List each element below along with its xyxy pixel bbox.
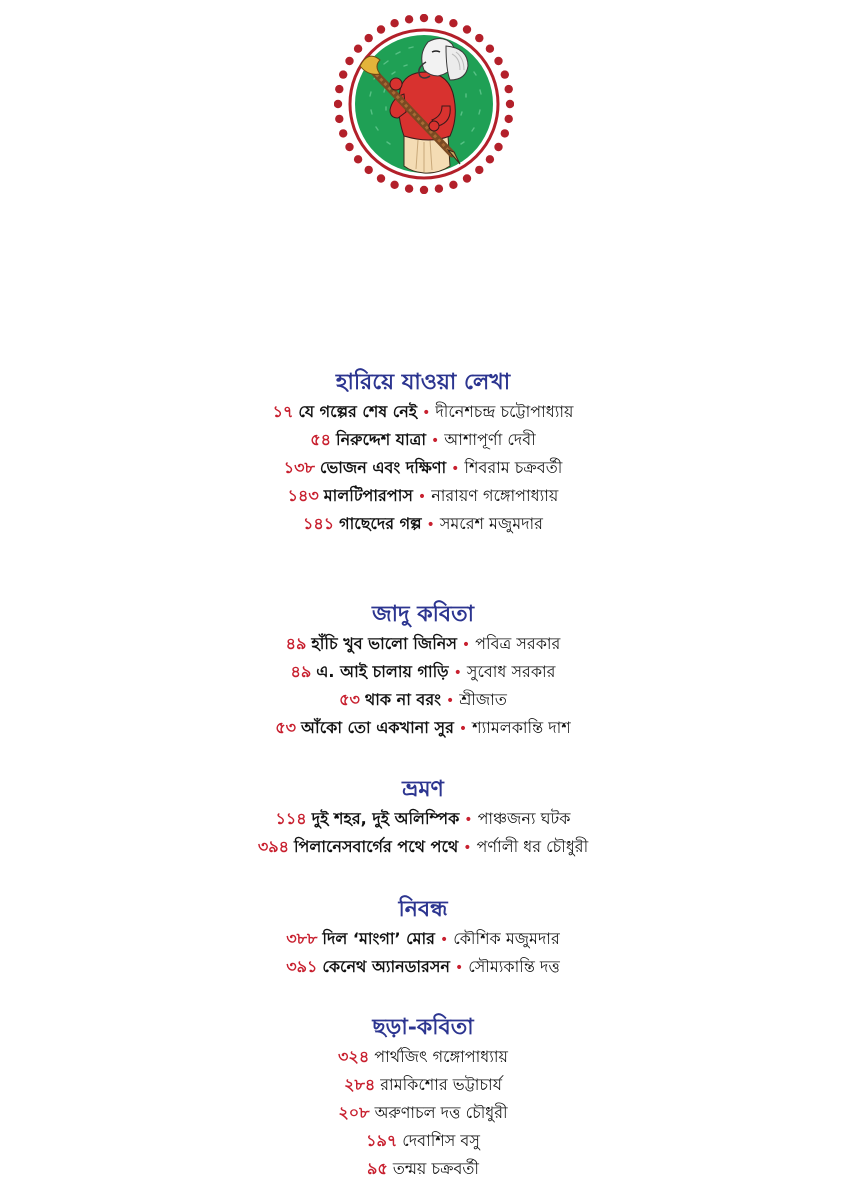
entry-author: পার্থজিৎ গঙ্গোপাধ্যায় <box>374 1047 508 1066</box>
page-number: ১৪৩ <box>287 486 319 505</box>
entry-author: দেবাশিস বসু <box>402 1131 480 1150</box>
page-number: ৩২৪ <box>338 1047 370 1066</box>
entry-author: শ্রীজাত <box>459 690 507 709</box>
page-number: ৩৯১ <box>286 957 318 976</box>
page-number: ৫৩ <box>339 690 360 709</box>
bullet-icon: • <box>422 405 431 421</box>
entry-title: দিল ‘মাংগা’ মোর <box>322 929 435 948</box>
entry-author: সৌম্যকান্তি দত্ত <box>468 957 560 976</box>
page-number: ৪৯ <box>290 662 312 681</box>
entry-title: নিরুদ্দেশ যাত্রা <box>336 430 427 449</box>
entry-author: আশাপূর্ণা দেবী <box>444 430 536 449</box>
page-number: ২৮৪ <box>344 1075 376 1094</box>
entry-title: পিলানেসবার্গের পথে পথে <box>293 837 459 856</box>
entry-title: মালটিপারপাস <box>323 486 413 505</box>
toc-entry[interactable] <box>0 925 846 953</box>
entry-author: কৌশিক মজুমদার <box>453 929 560 948</box>
entry-title: গাছেদের গল্প <box>339 514 422 533</box>
toc-entry[interactable] <box>0 630 846 658</box>
toc-section-harie-jaoa-lekha <box>0 368 846 538</box>
toc-entry[interactable] <box>0 482 846 510</box>
toc-section-jadu-kobita <box>0 600 846 742</box>
entry-author: সমরেশ মজুমদার <box>439 514 543 533</box>
entry-title: থাক না বরং <box>364 690 442 709</box>
entry-author: পাঞ্চজন্য ঘটক <box>477 809 571 828</box>
bullet-icon: • <box>464 812 473 828</box>
toc-entry[interactable] <box>0 510 846 538</box>
toc-section-nibondho <box>0 895 846 981</box>
bullet-icon: • <box>439 932 449 948</box>
toc-section-chhora-kobita <box>0 1013 846 1183</box>
entry-author: অরুণাচল দত্ত চৌধুরী <box>374 1103 508 1122</box>
toc-section-bhromon <box>0 775 846 861</box>
entry-title: হাঁচি খুব ভালো জিনিস <box>311 634 457 653</box>
toc-entry[interactable] <box>0 1071 846 1099</box>
section-heading: ছড়া-কবিতা <box>372 1014 474 1040</box>
toc-entry[interactable] <box>0 833 846 861</box>
bullet-icon: • <box>458 721 468 737</box>
ganesha-writer-emblem-icon <box>334 14 514 194</box>
section-heading: জাদু কবিতা <box>371 601 475 627</box>
entry-author: রামকিশোর ভট্টাচার্য <box>380 1075 502 1094</box>
toc-entry[interactable] <box>0 1127 846 1155</box>
page-number: ৩৯৪ <box>257 837 289 856</box>
entry-author: শ্যামলকান্তি দাশ <box>472 718 571 737</box>
page-number: ১৭ <box>272 402 294 421</box>
toc-entry[interactable] <box>0 398 846 426</box>
entry-title: ভোজন এবং দক্ষিণা <box>319 458 447 477</box>
toc-entry[interactable] <box>0 1043 846 1071</box>
page-number: ১৩৮ <box>283 458 315 477</box>
page-number: ৫৩ <box>275 718 297 737</box>
entry-author: দীনেশচন্দ্র চট্টোপাধ্যায় <box>435 402 574 421</box>
entry-author: শিবরাম চক্রবর্তী <box>464 458 563 477</box>
bullet-icon: • <box>453 665 462 681</box>
toc-entry[interactable] <box>0 714 846 742</box>
toc-entry[interactable] <box>0 426 846 454</box>
bullet-icon: • <box>463 840 472 856</box>
section-heading: হারিয়ে যাওয়া লেখা <box>335 369 511 395</box>
section-heading: ভ্রমণ <box>402 776 444 802</box>
bullet-icon: • <box>417 489 427 505</box>
bullet-icon: • <box>451 461 460 477</box>
entry-author: পর্ণালী ধর চৌধুরী <box>476 837 589 856</box>
toc-entry[interactable] <box>0 454 846 482</box>
bullet-icon: • <box>446 693 455 709</box>
section-heading: নিবন্ধ <box>398 896 448 922</box>
page-number: ১৪১ <box>303 514 335 533</box>
entry-title: আঁকো তো একখানা সুর <box>301 718 454 737</box>
page-number: ৪৯ <box>285 634 307 653</box>
page-number: ২০৮ <box>338 1103 370 1122</box>
page-number: ১৯৭ <box>366 1131 398 1150</box>
toc-entry[interactable] <box>0 686 846 714</box>
bullet-icon: • <box>431 433 440 449</box>
page-number: ১১৪ <box>275 809 307 828</box>
bullet-icon: • <box>426 517 435 533</box>
toc-entry[interactable] <box>0 953 846 981</box>
toc-entry[interactable] <box>0 1155 846 1183</box>
entry-author: পবিত্র সরকার <box>475 634 561 653</box>
page-number: ৫৪ <box>310 430 332 449</box>
entry-title: দুই শহর, দুই অলিম্পিক <box>311 809 460 828</box>
entry-title: এ. আই চালায় গাড়ি <box>316 662 449 681</box>
page-number: ৩৮৮ <box>286 929 318 948</box>
toc-entry[interactable] <box>0 1099 846 1127</box>
entry-title: কেনেথ অ্যানডারসন <box>322 957 450 976</box>
bullet-icon: • <box>454 960 464 976</box>
entry-title: যে গল্পের শেষ নেই <box>298 402 418 421</box>
page-number: ৯৫ <box>367 1159 388 1178</box>
entry-author: নারায়ণ গঙ্গোপাধ্যায় <box>431 486 559 505</box>
toc-entry[interactable] <box>0 805 846 833</box>
toc-entry[interactable] <box>0 658 846 686</box>
entry-author: সুবোধ সরকার <box>466 662 556 681</box>
entry-author: তন্ময় চক্রবর্তী <box>392 1159 479 1178</box>
bullet-icon: • <box>461 637 471 653</box>
